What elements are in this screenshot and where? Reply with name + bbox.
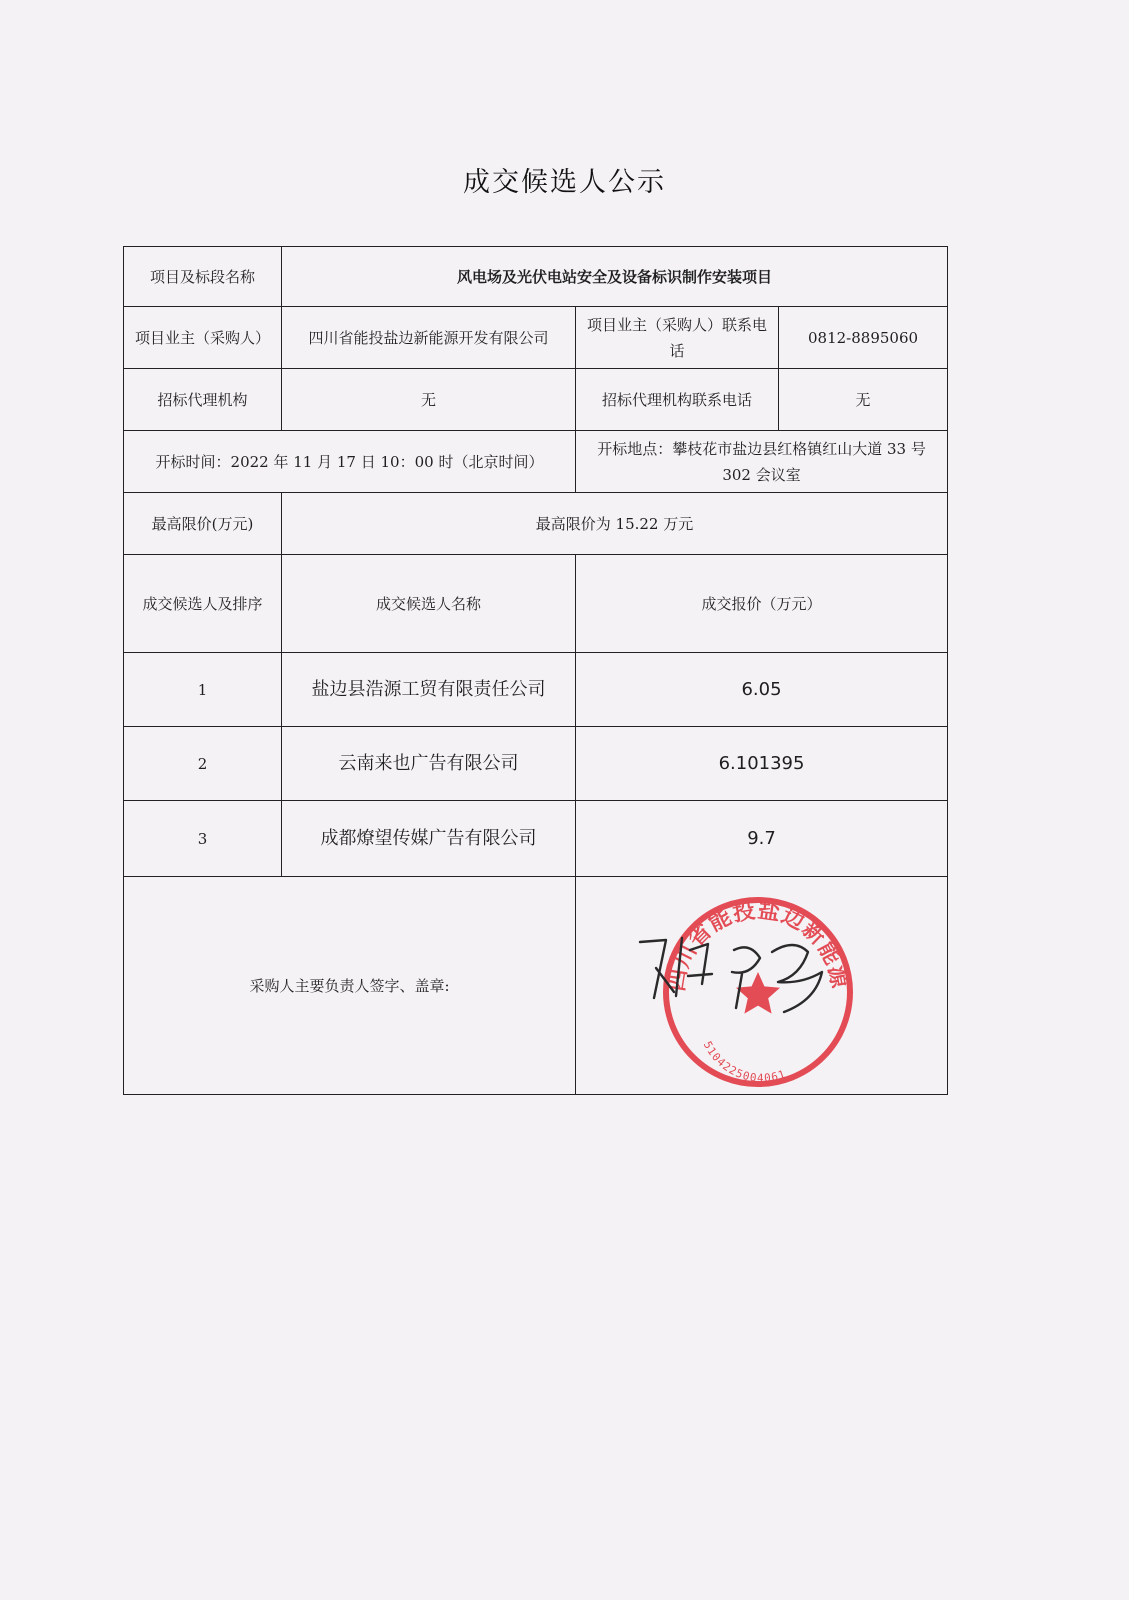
header-rank: 成交候选人及排序: [124, 555, 282, 653]
star-icon: [736, 972, 780, 1014]
candidate-rank: 3: [124, 801, 282, 877]
owner-label: 项目业主（采购人）: [124, 307, 282, 369]
official-seal: [632, 880, 892, 1120]
agency-label: 招标代理机构: [124, 369, 282, 431]
open-time: 开标时间：2022 年 11 月 17 日 10：00 时（北京时间）: [124, 431, 576, 493]
candidate-name: 云南来也广告有限公司: [282, 727, 576, 801]
candidate-price: 9.7: [576, 801, 948, 877]
signature-label: 采购人主要负责人签字、盖章:: [124, 877, 576, 1095]
agency-value: 无: [282, 369, 576, 431]
seal-graphic: [632, 880, 892, 1120]
candidate-rank: 1: [124, 653, 282, 727]
candidate-name: 盐边县浩源工贸有限责任公司: [282, 653, 576, 727]
owner-phone-value: 0812-8895060: [779, 307, 948, 369]
header-name: 成交候选人名称: [282, 555, 576, 653]
seal-code-text: 5104225004061: [700, 1039, 788, 1085]
owner-value: 四川省能投盐边新能源开发有限公司: [282, 307, 576, 369]
owner-phone-label: 项目业主（采购人）联系电话: [576, 307, 779, 369]
project-name-value: 风电场及光伏电站安全及设备标识制作安装项目: [282, 247, 948, 307]
candidate-name: 成都燎望传媒广告有限公司: [282, 801, 576, 877]
page-title: 成交候选人公示: [463, 167, 666, 198]
row-open: [124, 431, 948, 493]
max-price-label: 最高限价(万元): [124, 493, 282, 555]
row-max-price: [124, 493, 948, 555]
table-row: [124, 727, 948, 801]
open-place: 开标地点：攀枝花市盐边县红格镇红山大道 33 号 302 会议室: [576, 431, 948, 493]
table-row: [124, 653, 948, 727]
table-row: [124, 801, 948, 877]
seal-org-text: 四川省能投盐边新能源: [664, 898, 852, 993]
agency-phone-label: 招标代理机构联系电话: [576, 369, 779, 431]
agency-phone-value: 无: [779, 369, 948, 431]
row-agency: [124, 369, 948, 431]
row-candidate-header: [124, 555, 948, 653]
candidate-price: 6.05: [576, 653, 948, 727]
row-project-name: [124, 247, 948, 307]
max-price-value: 最高限价为 15.22 万元: [282, 493, 948, 555]
project-name-label: 项目及标段名称: [124, 247, 282, 307]
header-price: 成交报价（万元）: [576, 555, 948, 653]
svg-text:5104225004061: [701, 1039, 788, 1085]
candidate-rank: 2: [124, 727, 282, 801]
row-owner: [124, 307, 948, 369]
candidate-price: 6.101395: [576, 727, 948, 801]
